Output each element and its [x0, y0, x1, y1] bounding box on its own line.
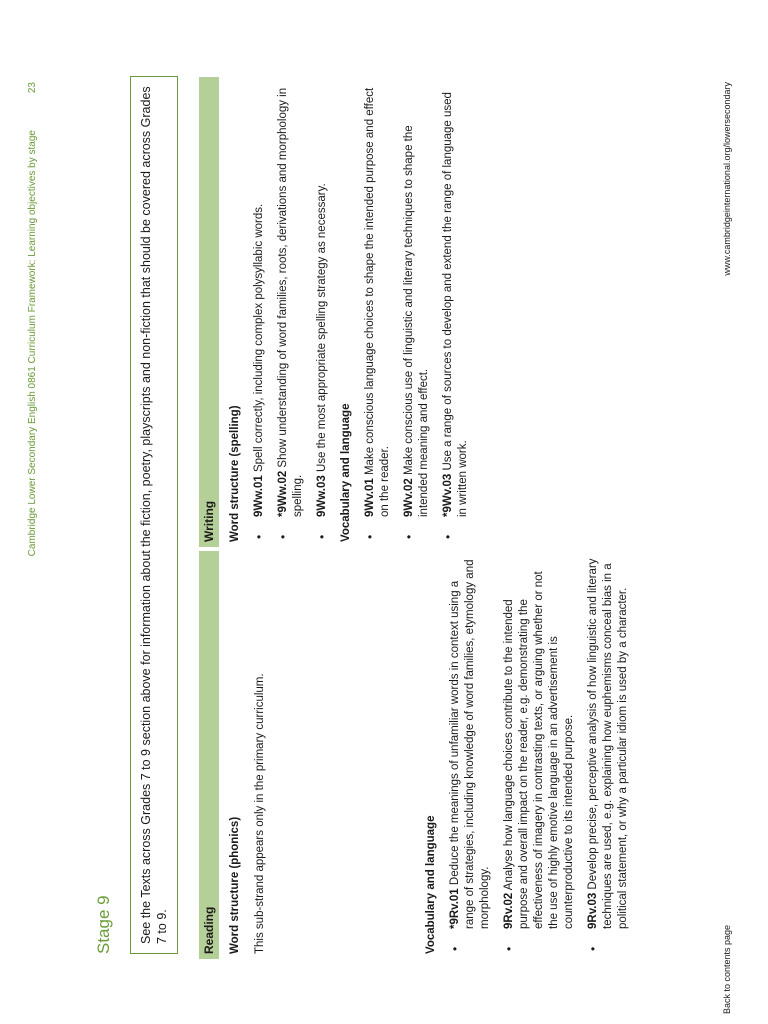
objective-code: *9Rv.01	[449, 888, 461, 929]
phonics-text: This sub-strand appears only in the primary curriculum.	[254, 673, 266, 954]
objective-code: 9Rv.02	[503, 892, 515, 929]
objective-text: Analyse how language choices contribute to the intended purpose and overall impact on the reader, e.g. demonstrating the effectiveness of imagery in contrasting texts, or arguing whether or not the use of highly emotive language in an advertisement is counterproductive to its intended purpose.	[503, 571, 575, 929]
writing-vocab-heading: Vocabulary and language	[340, 403, 352, 542]
list-item	[441, 77, 471, 547]
objective-text: Show understanding of word families, roots, derivations and morphology in spelling.	[277, 87, 304, 517]
writing-column	[199, 77, 480, 547]
list-item	[315, 77, 330, 547]
reading-vocab-list	[448, 551, 631, 959]
objective-code: 9Rv.03	[587, 892, 599, 929]
list-item	[502, 551, 577, 959]
phonics-heading: Word structure (phonics)	[229, 816, 241, 954]
reading-vocab-heading: Vocabulary and language	[425, 815, 437, 954]
page-title: Stage 9	[94, 895, 113, 954]
list-item	[276, 77, 306, 547]
footer-url[interactable]: www.cambridgeinternational.org/lowersecondary	[722, 82, 732, 276]
objective-code: *9Wv.03	[442, 473, 454, 517]
list-item	[363, 77, 393, 547]
objective-text: Make conscious language choices to shape the intended purpose and effect on the reader.	[364, 87, 391, 517]
list-item	[402, 77, 432, 547]
running-header: Cambridge Lower Secondary English 0861 Curriculum Framework: Learning objectives by stage	[27, 130, 38, 557]
writing-header: Writing	[199, 77, 219, 547]
back-to-contents-link[interactable]: Back to contents page	[722, 924, 732, 1014]
objective-code: 9Ww.03	[316, 475, 328, 517]
objective-text: Use the most appropriate spelling strategy as necessary.	[316, 183, 328, 476]
objective-code: 9Wv.02	[403, 478, 415, 517]
spelling-heading: Word structure (spelling)	[229, 405, 241, 542]
page-number: 23	[27, 82, 38, 94]
objective-code: 9Wv.01	[364, 478, 376, 517]
writing-vocab-list	[363, 77, 471, 547]
objective-text: Use a range of sources to develop and extend the range of language used in written work.	[442, 92, 469, 517]
spelling-list	[252, 77, 330, 547]
objective-code: *9Ww.02	[277, 470, 289, 517]
reading-column	[199, 551, 640, 959]
objective-text: Make conscious use of linguistic and literary techniques to shape the intended meaning and effect.	[403, 125, 430, 517]
objective-text: Develop precise, perceptive analysis of how linguistic and literary techniques are used, e.g. explaining how euphemisms conceal bias in a political statement, or why a particular idiom is used by a character.	[587, 558, 629, 929]
list-item	[252, 77, 267, 547]
list-item	[586, 551, 631, 959]
reading-header: Reading	[199, 551, 219, 959]
objective-text: Spell correctly, including complex polysyllabic words.	[253, 203, 265, 476]
objective-code: 9Ww.01	[253, 475, 265, 517]
objective-text: Deduce the meanings of unfamiliar words in context using a range of strategies, including knowledge of word families, etymology and morphology.	[449, 559, 491, 929]
info-box: See the Texts across Grades 7 to 9 section above for information about the fiction, poetry, playscripts and non-fiction that should be covered across Grades 7 to 9.	[130, 76, 178, 954]
list-item	[448, 551, 493, 959]
